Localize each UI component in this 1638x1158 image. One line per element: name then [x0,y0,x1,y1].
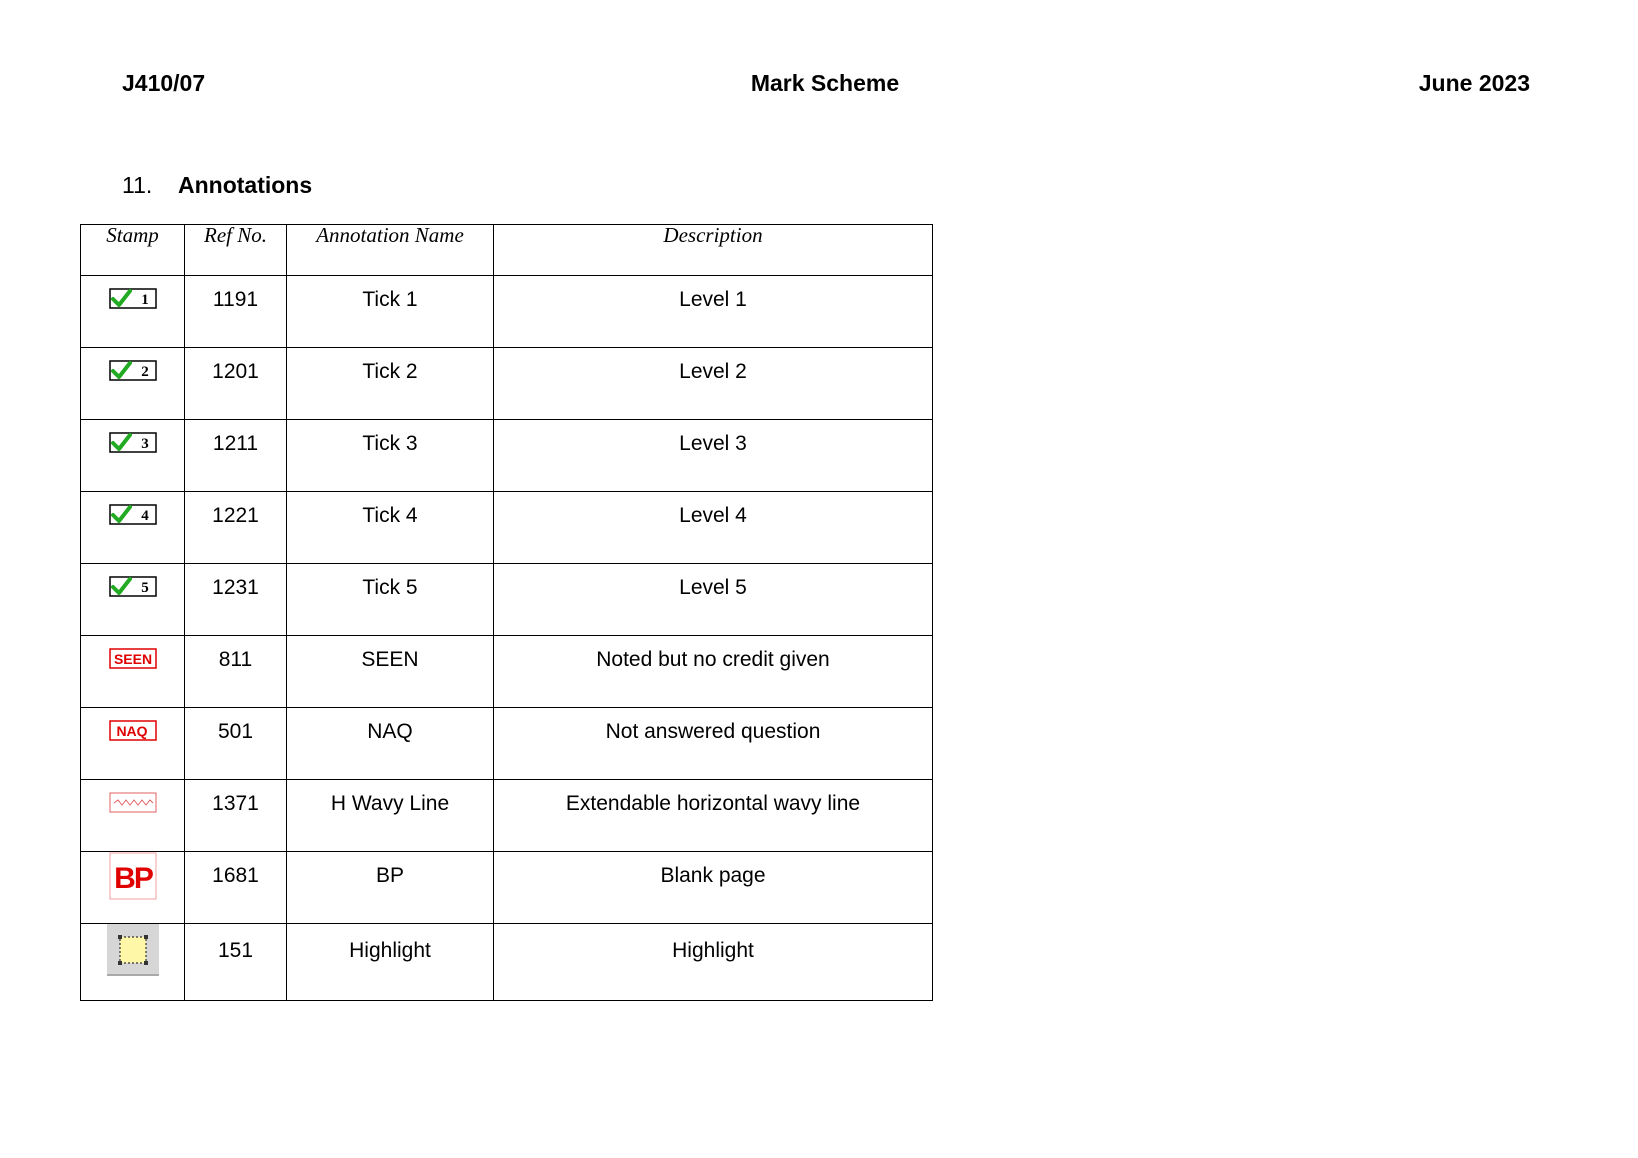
document-code: J410/07 [122,70,206,96]
table-row [81,708,933,780]
stamp-cell [81,492,185,564]
name-cell: Highlight [287,924,494,1001]
stamp-cell [81,420,185,492]
description-cell: Level 4 [494,492,933,564]
description-cell: Level 2 [494,348,933,420]
svg-text:4: 4 [140,508,149,524]
description-cell: Level 1 [494,276,933,348]
stamp-cell [81,564,185,636]
column-header-ref-no: Ref No. [185,225,287,276]
section-number: 11. [122,172,153,198]
tick-5-stamp-icon [109,576,157,598]
highlight-stamp-icon [107,924,159,976]
document-date: June 2023 [1418,70,1530,96]
ref-cell: 811 [185,636,287,708]
ref-cell: 1681 [185,852,287,924]
ref-cell: 151 [185,924,287,1001]
svg-text:SEEN: SEEN [113,651,152,667]
table-header-row [81,225,933,276]
description-cell: Highlight [494,924,933,1001]
description-cell: Level 5 [494,564,933,636]
table-row [81,420,933,492]
stamp-cell [81,924,185,1001]
description-cell: Level 3 [494,420,933,492]
table-row [81,492,933,564]
tick-3-stamp-icon [109,432,157,454]
name-cell: SEEN [287,636,494,708]
description-cell: Noted but no credit given [494,636,933,708]
svg-text:NAQ: NAQ [115,723,148,739]
ref-cell: 1191 [185,276,287,348]
stamp-cell [81,276,185,348]
table-row [81,348,933,420]
table-row [81,276,933,348]
description-cell: Blank page [494,852,933,924]
tick-2-stamp-icon [109,360,157,382]
name-cell: Tick 5 [287,564,494,636]
name-cell: H Wavy Line [287,780,494,852]
svg-text:1: 1 [140,292,149,308]
svg-text:BP: BP [113,862,152,895]
svg-text:2: 2 [140,364,149,380]
stamp-cell [81,852,185,924]
table-row [81,852,933,924]
svg-text:3: 3 [140,436,149,452]
tick-4-stamp-icon [109,504,157,526]
tick-1-stamp-icon [109,288,157,310]
naq-stamp-icon [109,720,157,742]
table-row [81,780,933,852]
name-cell: NAQ [287,708,494,780]
ref-cell: 1211 [185,420,287,492]
svg-text:5: 5 [140,580,149,596]
name-cell: Tick 1 [287,276,494,348]
table-row [81,564,933,636]
description-cell: Extendable horizontal wavy line [494,780,933,852]
section-title: Annotations [178,172,313,198]
bp-stamp-icon [109,852,157,900]
name-cell: Tick 3 [287,420,494,492]
section-heading [122,172,312,199]
stamp-cell [81,348,185,420]
column-header-annotation-name: Annotation Name [287,225,494,276]
name-cell: Tick 2 [287,348,494,420]
name-cell: BP [287,852,494,924]
wavy-line-stamp-icon [109,792,157,814]
ref-cell: 1221 [185,492,287,564]
column-header-stamp: Stamp [81,225,185,276]
document-title: Mark Scheme [750,70,900,96]
description-cell: Not answered question [494,708,933,780]
stamp-cell [81,636,185,708]
ref-cell: 501 [185,708,287,780]
stamp-cell [81,780,185,852]
table-row [81,924,933,1001]
ref-cell: 1201 [185,348,287,420]
ref-cell: 1371 [185,780,287,852]
table-row [81,636,933,708]
seen-stamp-icon [109,648,157,670]
annotations-table [80,224,933,1001]
stamp-cell [81,708,185,780]
column-header-description: Description [494,225,933,276]
ref-cell: 1231 [185,564,287,636]
name-cell: Tick 4 [287,492,494,564]
